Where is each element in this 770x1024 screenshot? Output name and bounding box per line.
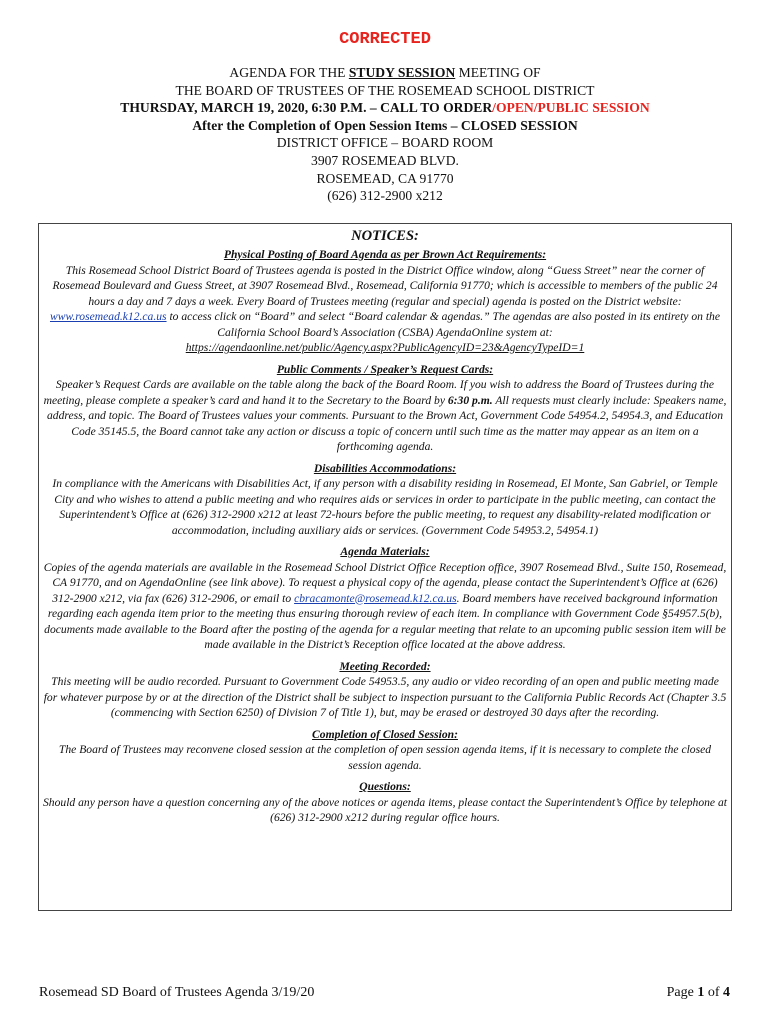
closed-session-heading: Completion of Closed Session: — [312, 727, 458, 741]
posting-text-b: to access click on “Board” and select “Board calendar & agendas.” The agendas are also posted in its entirety on the California School Board’s Association (CSBA) AgendaOnline system at: — [166, 310, 720, 339]
questions-text: Should any person have a question concerning any of the above notices or agenda items, please contact the Superintendent’s Office by telephone at (626) 312-2900 x212 during regular office hours. — [43, 795, 727, 824]
materials-section — [39, 544, 731, 653]
district-website-link[interactable]: www.rosemead.k12.ca.us — [49, 310, 167, 323]
agenda-online-url[interactable]: https://agendaonline.net/public/Agency.aspx?PublicAgencyID=23&AgencyTypeID=1 — [185, 341, 585, 354]
header-line-3 — [0, 99, 770, 117]
posting-text-a: This Rosemead School District Board of Trustees agenda is posted in the District Office window, along “Guess Street” near the corner of Rosemead Boulevard and Guess Street, at 3907 Rosemead Blvd., Rosemead, California 91770; which is accessible to members of the public 24 hours a day and 7 days a week. Every Board of Trustees meeting (regular and special) agenda is posted on the District website: — [52, 263, 718, 308]
notices-box — [38, 223, 732, 911]
header-line-8: (626) 312-2900 x212 — [327, 188, 443, 204]
posting-section — [39, 247, 731, 356]
page-label: Page — [666, 985, 698, 1000]
page-current: 1 — [697, 985, 705, 1000]
notices-title: NOTICES: — [351, 228, 419, 244]
questions-heading: Questions: — [359, 780, 411, 793]
page-total: 4 — [723, 985, 730, 1000]
closed-session-text: The Board of Trustees may reconvene closed session at the completion of open session agenda items, if it is necessary to complete the closed session agenda. — [58, 743, 712, 772]
header-line-1-pre: AGENDA FOR THE — [229, 65, 349, 80]
recorded-text: This meeting will be audio recorded. Pursuant to Government Code 54953.5, any audio or video recording of an open and public meeting made for whatever purpose by or at the direction of the District shall be subject to inspection pursuant to the California Public Records Act (Chapter 3.5 (commencing with Section 6250) of Division 7 of Title 1), but, may be erased or destroyed 30 days after the recording. — [43, 675, 727, 719]
open-public-session-label: /OPEN/PUBLIC SESSION — [492, 100, 650, 116]
materials-text-a: Copies of the agenda materials are available in the Rosemead School District Office Reception office, 3907 Rosemead Blvd., Suite 150, Rosemead, CA 91770, and on AgendaOnline (see link above). To request a physical copy of the agenda, please contact the Superintendent’s Office at (626) 312-2900 x212, via fax (626) 312-2906, or email to — [43, 560, 727, 605]
recorded-section — [39, 659, 731, 721]
header-line-1 — [0, 64, 770, 82]
materials-heading: Agenda Materials: — [340, 545, 430, 558]
header-line-5: DISTRICT OFFICE – BOARD ROOM — [276, 135, 494, 151]
corrected-stamp: CORRECTED — [339, 30, 431, 49]
meeting-date-time: THURSDAY, MARCH 19, 2020, 6:30 P.M. – CALL TO ORDER — [120, 100, 493, 116]
contact-email-link[interactable]: cbracamonte@rosemead.k12.ca.us — [294, 591, 457, 605]
header-line-7: ROSEMEAD, CA 91770 — [316, 170, 454, 186]
disabilities-heading: Disabilities Accommodations: — [313, 461, 457, 475]
questions-section — [39, 779, 731, 826]
posting-heading: Physical Posting of Board Agenda as per Brown Act Requirements: — [223, 248, 547, 261]
recorded-heading: Meeting Recorded: — [339, 659, 431, 673]
page-of: of — [704, 985, 723, 1000]
study-session-label: STUDY SESSION — [348, 65, 456, 80]
comments-text-b: All requests must clearly include: Speakers name, address, and topic. The Board of Trustees values your comments. Pursuant to the Brown Act, Government Code 54954.2, 54954.3, and Education Code 35145.5, the Board cannot take any action or discuss a topic of concern until such time as the matter may appear as an item on a forthcoming agenda. — [46, 393, 727, 453]
comments-section — [39, 362, 731, 455]
header-line-1-post: MEETING OF — [455, 65, 541, 80]
agenda-header — [0, 64, 770, 205]
comments-text-a: Speaker’s Request Cards are available on the table along the back of the Board Room. If you wish to address the Board of Trustees during the meeting, please complete a speaker’s card and hand it to the Secretary to the Board by — [43, 378, 715, 407]
footer-title: Rosemead SD Board of Trustees Agenda 3/19/20 — [39, 985, 315, 1000]
header-line-2: THE BOARD OF TRUSTEES OF THE ROSEMEAD SCHOOL DISTRICT — [175, 82, 595, 98]
materials-text-b: . Board members have received background information regarding each agenda item prior to the meeting thus ensuring thorough review of each item. In compliance with Government Code §54957.5(b), documents made available to the Board after the posting of the agenda for a regular meeting that relate to an upcoming public session item will be made available in the District’s Reception office located at the above address. — [44, 591, 726, 651]
disabilities-section — [39, 461, 731, 539]
page-indicator — [667, 985, 730, 1001]
header-line-6: 3907 ROSEMEAD BLVD. — [311, 152, 459, 168]
closed-session-section — [39, 727, 731, 774]
disabilities-text: In compliance with the Americans with Disabilities Act, if any person with a disability residing in Rosemead, El Monte, San Gabriel, or Temple City and who wishes to attend a public meeting and who requires aids or services in order to participate in the public meeting, can contact the Superintendent’s Office at (626) 312-2900 x212 at least 72-hours before the public meeting, to request any disability-related modification or accommodation, including auxiliary aids or services. (Government Code 54953.2, 54954.1) — [52, 477, 718, 537]
comments-time: 6:30 p.m. — [447, 393, 493, 407]
comments-heading: Public Comments / Speaker’s Request Cards: — [276, 362, 494, 376]
header-line-4: After the Completion of Open Session Items – CLOSED SESSION — [192, 117, 578, 133]
